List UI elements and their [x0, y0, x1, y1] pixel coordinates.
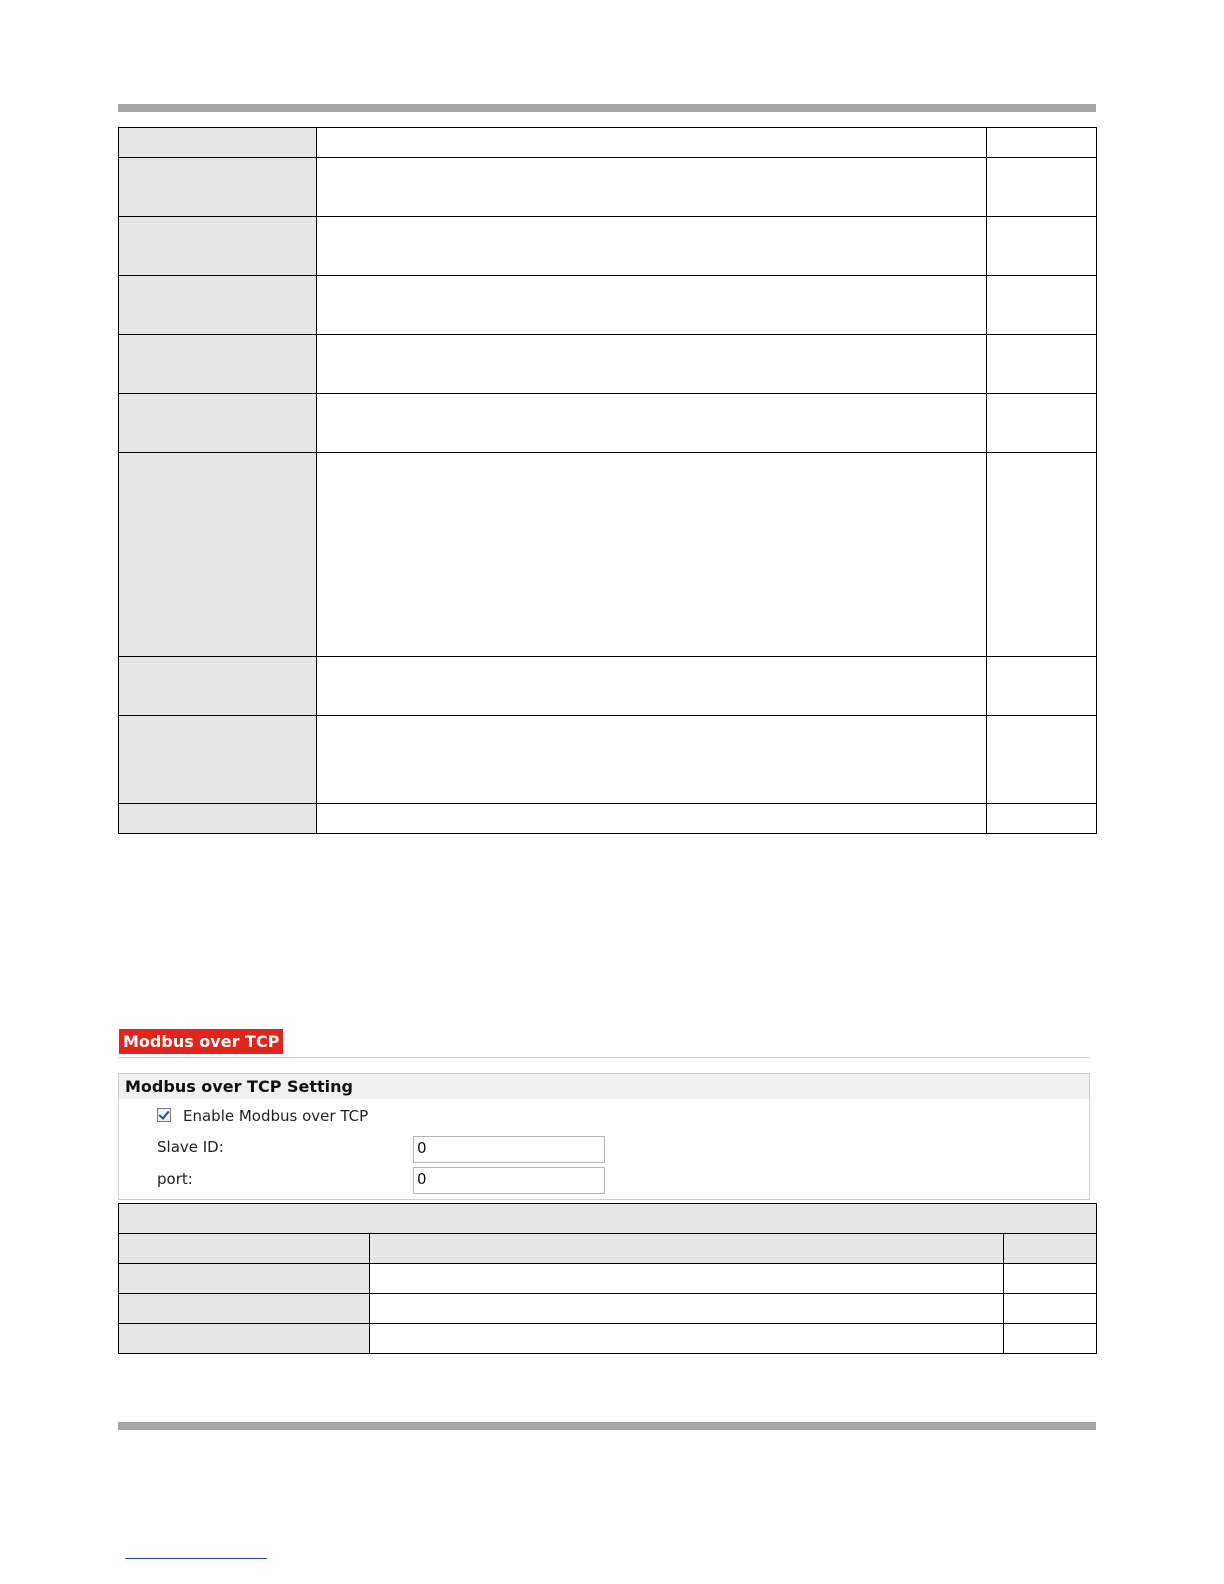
table-cell: [987, 217, 1097, 276]
table-cell: [317, 276, 987, 335]
table-cell: [119, 158, 317, 217]
table-cell: [1004, 1324, 1097, 1354]
table-row: [119, 158, 1097, 217]
table-cell: [119, 1264, 370, 1294]
table-cell: [119, 276, 317, 335]
table-header-cell: [119, 1234, 370, 1264]
table-row: [119, 1294, 1097, 1324]
table-cell: [119, 128, 317, 158]
table-row: [119, 128, 1097, 158]
modbus-title-tab[interactable]: Modbus over TCP: [119, 1029, 283, 1054]
table-row: [119, 453, 1097, 657]
table-cell: [987, 657, 1097, 716]
table-cell: [370, 1324, 1004, 1354]
table-cell: [317, 804, 987, 834]
table-cell: [987, 804, 1097, 834]
table-cell: [317, 453, 987, 657]
table-row: [119, 716, 1097, 804]
table-cell: [987, 335, 1097, 394]
table-row: [119, 217, 1097, 276]
table-cell: [370, 1294, 1004, 1324]
table-row: [119, 335, 1097, 394]
parameter-table-lower: [118, 1203, 1097, 1354]
table-row: [119, 1324, 1097, 1354]
table-cell: [987, 394, 1097, 453]
table-cell: [317, 158, 987, 217]
table-cell: [1004, 1264, 1097, 1294]
table-row: [119, 394, 1097, 453]
table-row: [119, 1264, 1097, 1294]
footer-rule: [118, 1422, 1096, 1430]
table-row: [119, 276, 1097, 335]
table-cell: [119, 217, 317, 276]
footer-link-underline[interactable]: [125, 1558, 267, 1559]
section-title: Modbus over TCP Setting: [119, 1074, 1089, 1099]
table-cell: [119, 716, 317, 804]
slave-id-label: Slave ID:: [157, 1138, 224, 1156]
table-cell: [317, 335, 987, 394]
title-divider: [118, 1057, 1090, 1058]
port-label: port:: [157, 1170, 193, 1188]
table-cell: [317, 128, 987, 158]
table-row: [119, 804, 1097, 834]
table-cell: [987, 453, 1097, 657]
table-cell: [119, 804, 317, 834]
table-cell: [1004, 1294, 1097, 1324]
slave-id-input[interactable]: 0: [413, 1136, 605, 1163]
header-rule: [118, 104, 1096, 112]
table-cell: [119, 394, 317, 453]
table-header-cell: [370, 1234, 1004, 1264]
table-cell: [317, 217, 987, 276]
port-input[interactable]: 0: [413, 1167, 605, 1194]
table-row: [119, 1234, 1097, 1264]
table-cell: [987, 276, 1097, 335]
parameter-table-upper: [118, 127, 1097, 834]
table-cell: [987, 716, 1097, 804]
table-cell: [119, 1294, 370, 1324]
table-cell: [317, 394, 987, 453]
table-row: [119, 657, 1097, 716]
table-header-cell: [1004, 1234, 1097, 1264]
table-cell: [370, 1264, 1004, 1294]
table-cell: [987, 128, 1097, 158]
table-cell: [987, 158, 1097, 217]
table-cell: [119, 335, 317, 394]
table-cell: [119, 453, 317, 657]
table-row: [119, 1204, 1097, 1234]
table-cell: [119, 1324, 370, 1354]
table-cell: [317, 657, 987, 716]
enable-modbus-label: Enable Modbus over TCP: [183, 1107, 369, 1125]
table-cell: [119, 657, 317, 716]
modbus-setting-panel: [118, 1073, 1090, 1200]
table-cell: [317, 716, 987, 804]
table-header-cell: [119, 1204, 1097, 1234]
enable-modbus-checkbox[interactable]: [157, 1108, 171, 1122]
